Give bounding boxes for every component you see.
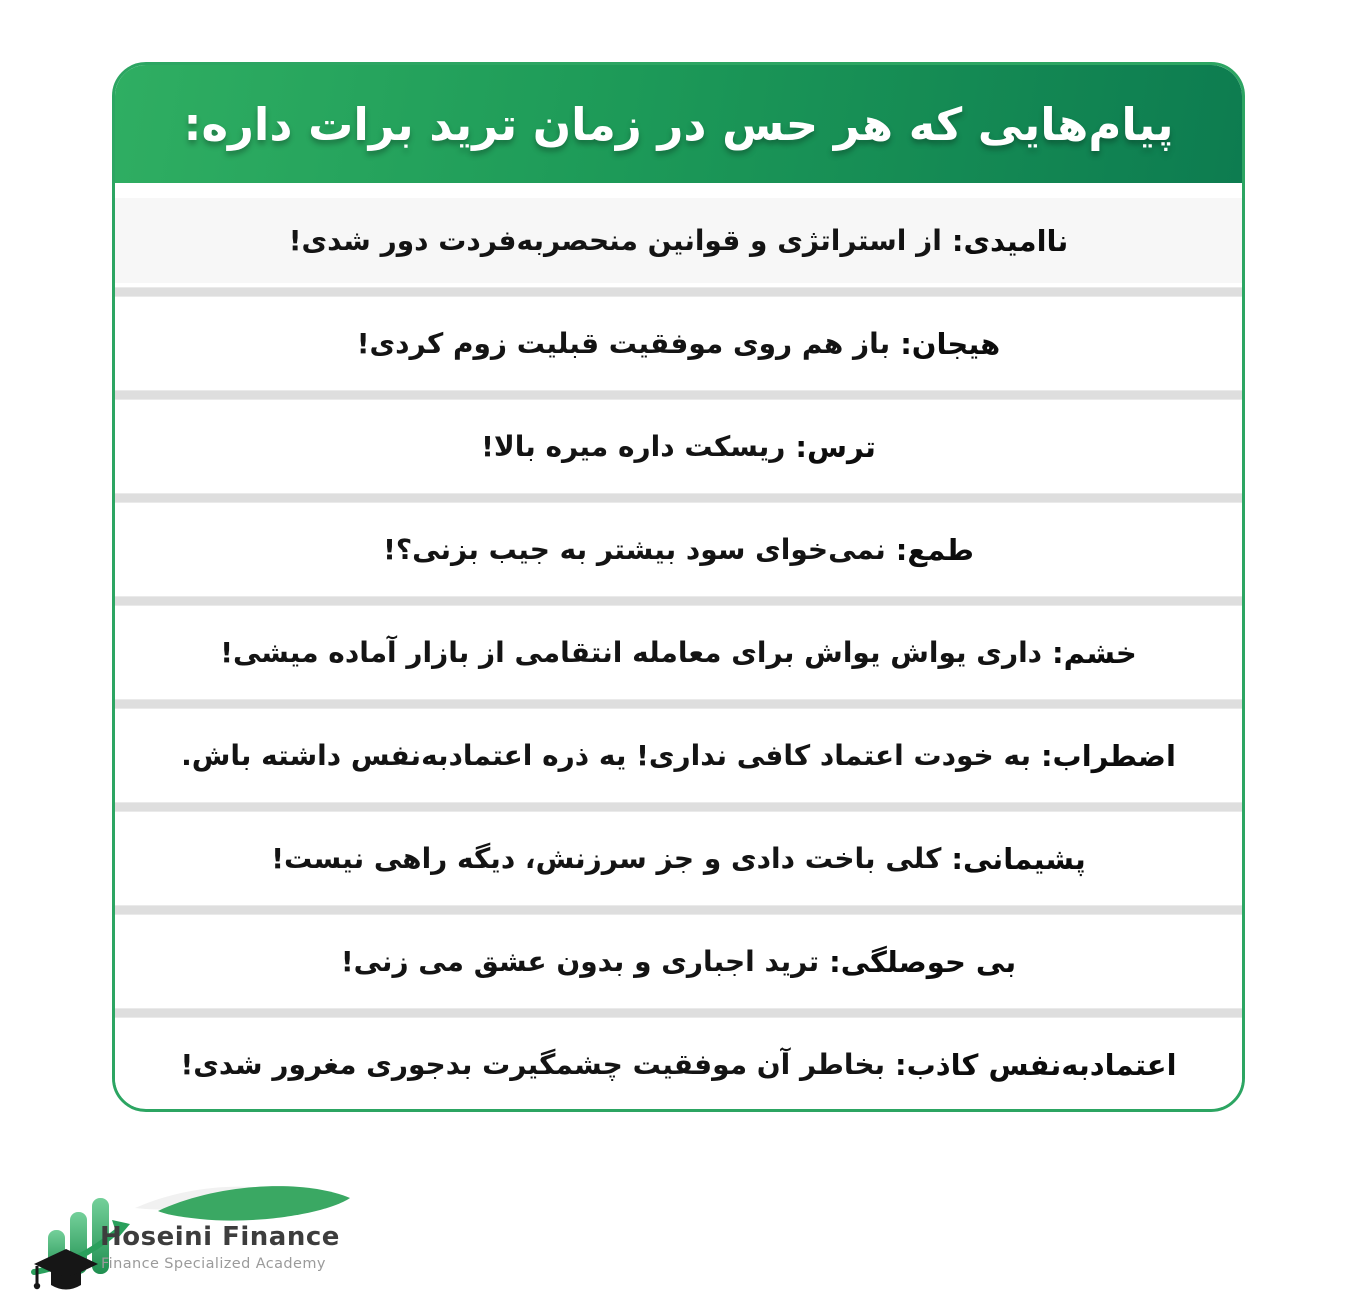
emotion-message: نمی‌خوای سود بیشتر به جیب بزنی؟! [383, 533, 886, 566]
logo-name: Hoseini Finance [100, 1222, 340, 1252]
emotion-message: داری یواش یواش برای معامله انتقامی از بازار آماده میشی! [220, 636, 1043, 669]
emotion-message: باز هم روی موفقیت قبلیت زوم کردی! [356, 327, 891, 360]
emotion-message: کلی باخت دادی و جز سرزنش، دیگه راهی نیست! [271, 842, 942, 875]
logo-tagline: Finance Specialized Academy [101, 1256, 326, 1272]
row-separator [115, 287, 1242, 297]
list-item-greed [115, 507, 1242, 592]
row-separator [115, 802, 1242, 812]
emotions-card [112, 62, 1245, 1112]
emotion-message: به خودت اعتماد کافی نداری! یه ذره اعتمادبه‌نفس داشته باش. [181, 739, 1031, 772]
emotion-message: از استراتژی و قوانین منحصربه‌فردت دور شدی! [288, 224, 942, 257]
row-separator [115, 699, 1242, 709]
emotion-label: پشیمانی: [951, 841, 1086, 876]
list-item-false-confidence [115, 1022, 1242, 1107]
emotion-label: هیجان: [900, 326, 1001, 361]
card-header [115, 65, 1242, 183]
list-item-excitement [115, 301, 1242, 386]
page-title: پیام‌هایی که هر حس در زمان ترید برات داره: [183, 97, 1174, 151]
list-item-anxiety [115, 713, 1242, 798]
emotion-message: ریسکت داره میره بالا! [481, 430, 786, 463]
row-separator [115, 493, 1242, 503]
spacer [115, 183, 1242, 198]
list-item-anger [115, 610, 1242, 695]
emotion-message: بخاطر آن موفقیت چشمگیرت بدجوری مغرور شدی! [180, 1048, 886, 1081]
emotion-label: اعتمادبه‌نفس کاذب: [895, 1047, 1177, 1082]
list-item-disappointment [115, 198, 1242, 283]
rows-list [115, 183, 1242, 1107]
list-item-boredom [115, 919, 1242, 1004]
row-separator [115, 1008, 1242, 1018]
emotion-label: اضطراب: [1040, 738, 1176, 773]
emotion-label: خشم: [1052, 635, 1137, 670]
emotion-message: ترید اجباری و بدون عشق می زنی! [340, 945, 820, 978]
list-item-regret [115, 816, 1242, 901]
list-item-fear [115, 404, 1242, 489]
row-separator [115, 390, 1242, 400]
emotion-label: طمع: [895, 532, 974, 567]
row-separator [115, 905, 1242, 915]
emotion-label: بی حوصلگی: [829, 944, 1017, 979]
emotion-label: ترس: [795, 429, 876, 464]
emotion-label: ناامیدی: [951, 223, 1069, 258]
row-separator [115, 596, 1242, 606]
leaf-swoosh-icon [135, 1186, 350, 1220]
brand-logo [30, 1178, 375, 1294]
